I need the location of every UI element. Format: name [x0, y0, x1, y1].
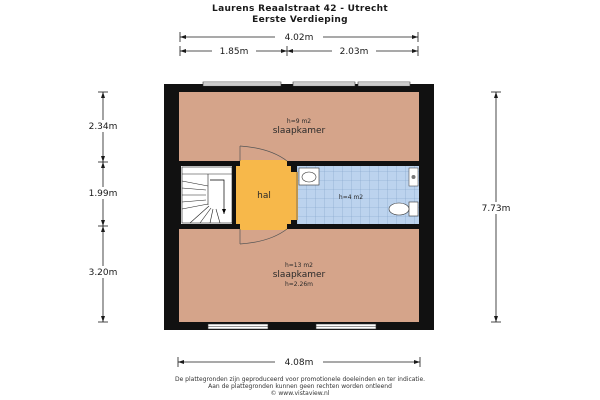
disclaimer-line-2: Aan de plattegronden kunnen geen rechten worden ontleend	[208, 383, 392, 390]
window-top-middle	[293, 82, 355, 86]
lower-partition-wall	[179, 224, 419, 229]
top-left-dimension: 1.85m	[219, 47, 249, 57]
window-bottom-left	[208, 324, 268, 329]
window-top-left	[203, 82, 281, 86]
bathroom-area: h=4 m2	[338, 194, 364, 201]
bottom-bedroom-label: slaapkamer	[272, 270, 326, 280]
hall-label: hal	[257, 191, 271, 201]
upper-partition-wall	[179, 161, 419, 166]
left-dimension-top: 2.34m	[88, 122, 118, 132]
window-bottom-right	[316, 324, 376, 329]
top-bedroom-area: h=9 m2	[286, 118, 312, 125]
plan-floor-title: Eerste Verdieping	[252, 15, 348, 25]
bottom-total-dimension: 4.08m	[284, 358, 314, 368]
right-total-dimension: 7.73m	[481, 204, 511, 214]
top-right-dimension: 2.03m	[339, 47, 369, 57]
left-dimension-middle: 1.99m	[88, 189, 118, 199]
top-bedroom-label: slaapkamer	[272, 126, 326, 136]
left-dimension-bottom: 3.20m	[88, 268, 118, 278]
plan-address-title: Laurens Reaalstraat 42 - Utrecht	[212, 4, 388, 14]
window-top-right	[358, 82, 410, 86]
copyright-line: © www.vistaview.nl	[270, 390, 330, 397]
bottom-bedroom-height: h=2.26m	[284, 281, 314, 288]
top-total-dimension: 4.02m	[284, 33, 314, 43]
disclaimer-line-1: De plattegronden zijn geproduceerd voor promotionele doeleinden en ter indicatie.	[174, 376, 426, 383]
bathroom-shower-fixture	[409, 168, 418, 186]
bottom-bedroom-area: h=13 m2	[284, 262, 314, 269]
bathroom-sink	[299, 168, 319, 185]
bathroom-toilet	[389, 202, 418, 216]
stair-hall-wall	[232, 166, 236, 224]
